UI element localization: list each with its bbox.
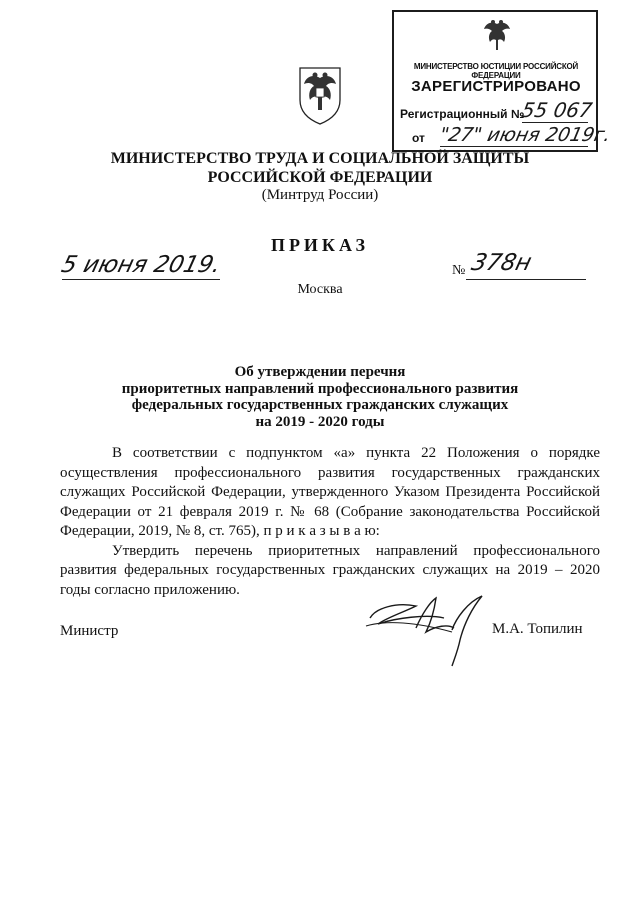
stamp-date-underline bbox=[440, 146, 588, 147]
ministry-name bbox=[100, 149, 540, 187]
stamp-date-value: "27" июня 2019г. bbox=[437, 124, 613, 146]
document-body bbox=[60, 444, 600, 600]
number-underline bbox=[466, 279, 586, 280]
signer-title: Министр bbox=[60, 623, 119, 639]
ministry-name-line1: МИНИСТЕРСТВО ТРУДА И СОЦИАЛЬНОЙ ЗАЩИТЫ bbox=[110, 150, 530, 167]
registration-stamp bbox=[392, 10, 613, 152]
body-paragraph-2: Утвердить перечень приоритетных направлений профессионального развития федеральных государственных гражданских служащих на 2019 – 2020 годы согласно приложению. bbox=[60, 542, 600, 598]
title-line3: федеральных государственных гражданских служащих bbox=[131, 397, 509, 413]
stamp-regno-value: 55 067 bbox=[519, 98, 595, 122]
signer-name: М.А. Топилин bbox=[492, 621, 583, 637]
handwritten-signature bbox=[356, 588, 496, 668]
stamp-emblem-icon bbox=[480, 18, 514, 54]
number-label: № bbox=[452, 263, 466, 278]
stamp-regno-underline bbox=[522, 122, 588, 123]
title-line4: на 2019 - 2020 годы bbox=[255, 413, 385, 430]
ministry-short-name: (Минтруд России) bbox=[261, 187, 379, 203]
handwritten-number: 378н bbox=[468, 250, 535, 276]
body-paragraph-1: В соответствии с подпунктом «а» пункта 22 Положения о порядке осуществления профессионального развития государственных гражданских служащих Российской Федерации, утвержденного Указом Президента Российской Федерации от 21 февраля 2019 г. № 68 (Собрание законодательства Российской Федерации, 2019, № 8, ст. 765), п р и к а з ы в а ю: bbox=[60, 445, 600, 539]
title-line1: Об утверждении перечня bbox=[234, 364, 406, 380]
stamp-date-label: от bbox=[412, 131, 425, 145]
document-type: ПРИКАЗ bbox=[270, 235, 370, 255]
city: Москва bbox=[297, 282, 343, 297]
ministry-name-line2: РОССИЙСКОЙ ФЕДЕРАЦИИ bbox=[207, 169, 433, 186]
title-line2: приоритетных направлений профессионального развития bbox=[121, 380, 519, 397]
stamp-regno-label: Регистрационный № bbox=[400, 107, 525, 121]
handwritten-date: 5 июня 2019. bbox=[58, 252, 224, 278]
stamp-status: ЗАРЕГИСТРИРОВАНО bbox=[411, 78, 581, 95]
document-title bbox=[60, 364, 580, 430]
coat-of-arms-emblem bbox=[294, 64, 346, 126]
stamp-ministry-name: МИНИСТЕРСТВО ЮСТИЦИИ РОССИЙСКОЙ ФЕДЕРАЦИИ bbox=[413, 62, 579, 80]
date-underline bbox=[62, 279, 220, 280]
